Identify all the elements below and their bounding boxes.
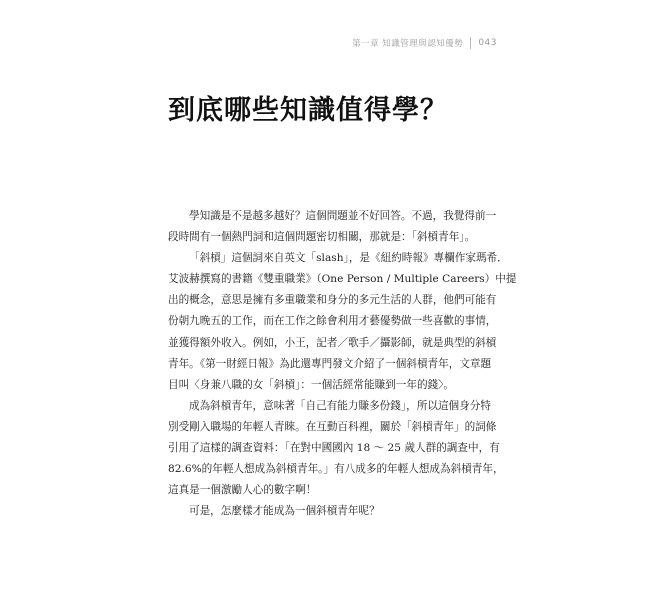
- header-divider: [470, 37, 471, 49]
- text-line: 可是，怎麼樣才能成為一個斜槓青年呢？: [189, 505, 380, 518]
- text-line: 青年。《第一財經日報》為此還專門發文介紹了一個斜槓青年，文章題: [168, 357, 492, 370]
- running-header: [352, 37, 497, 49]
- text-line: 艾波赫撰寫的書籍《雙重職業》（One Person / Multiple Careers）中提: [168, 273, 517, 286]
- chapter-title: 第一章 知識管理與認知優勢: [352, 39, 464, 49]
- page-number: 043: [478, 38, 497, 48]
- text-line: 82.6%的年輕人想成為斜槓青年。」有八成多的年輕人想成為斜槓青年，: [168, 463, 504, 476]
- text-line: 出的概念，意思是擁有多重職業和身分的多元生活的人群，他們可能有: [168, 294, 497, 307]
- text-line: 段時間有一個熱門詞和這個問題密切相關，那就是：「斜槓青年」。: [168, 231, 476, 244]
- text-line: 引用了這樣的調查資料：「在對中國國內 18 ～ 25 歲人群的調查中，有: [168, 442, 500, 455]
- text-line: 份朝九晚五的工作，而在工作之餘會利用才藝優勢做一些喜歡的事情，: [168, 315, 497, 328]
- text-line: 「斜槓」這個詞來自英文「slash」，是《紐約時報》專欄作家瑪希．: [189, 252, 508, 265]
- text-line: 並獲得額外收入。例如，小王，記者／歌手／攝影師，就是典型的斜槓: [168, 336, 497, 349]
- text-line: 目叫〈身兼八職的女「斜槓」：一個活經常能賺到一年的錢〉。: [168, 378, 455, 391]
- text-line: 別受剛入職場的年輕人青睞。在互動百科裡，關於「斜槓青年」的詞條: [168, 420, 497, 433]
- section-title: 到底哪些知識值得學？: [168, 95, 448, 126]
- text-line: 這真是一個激勵人心的數字啊！: [168, 484, 317, 497]
- text-line: 學知識是不是越多越好？這個問題並不好回答。不過，我覺得前一: [189, 210, 497, 222]
- text-line: 成為斜槓青年，意味著「自己有能力賺多份錢」，所以這個身分特: [189, 399, 491, 412]
- body-text: [168, 206, 517, 522]
